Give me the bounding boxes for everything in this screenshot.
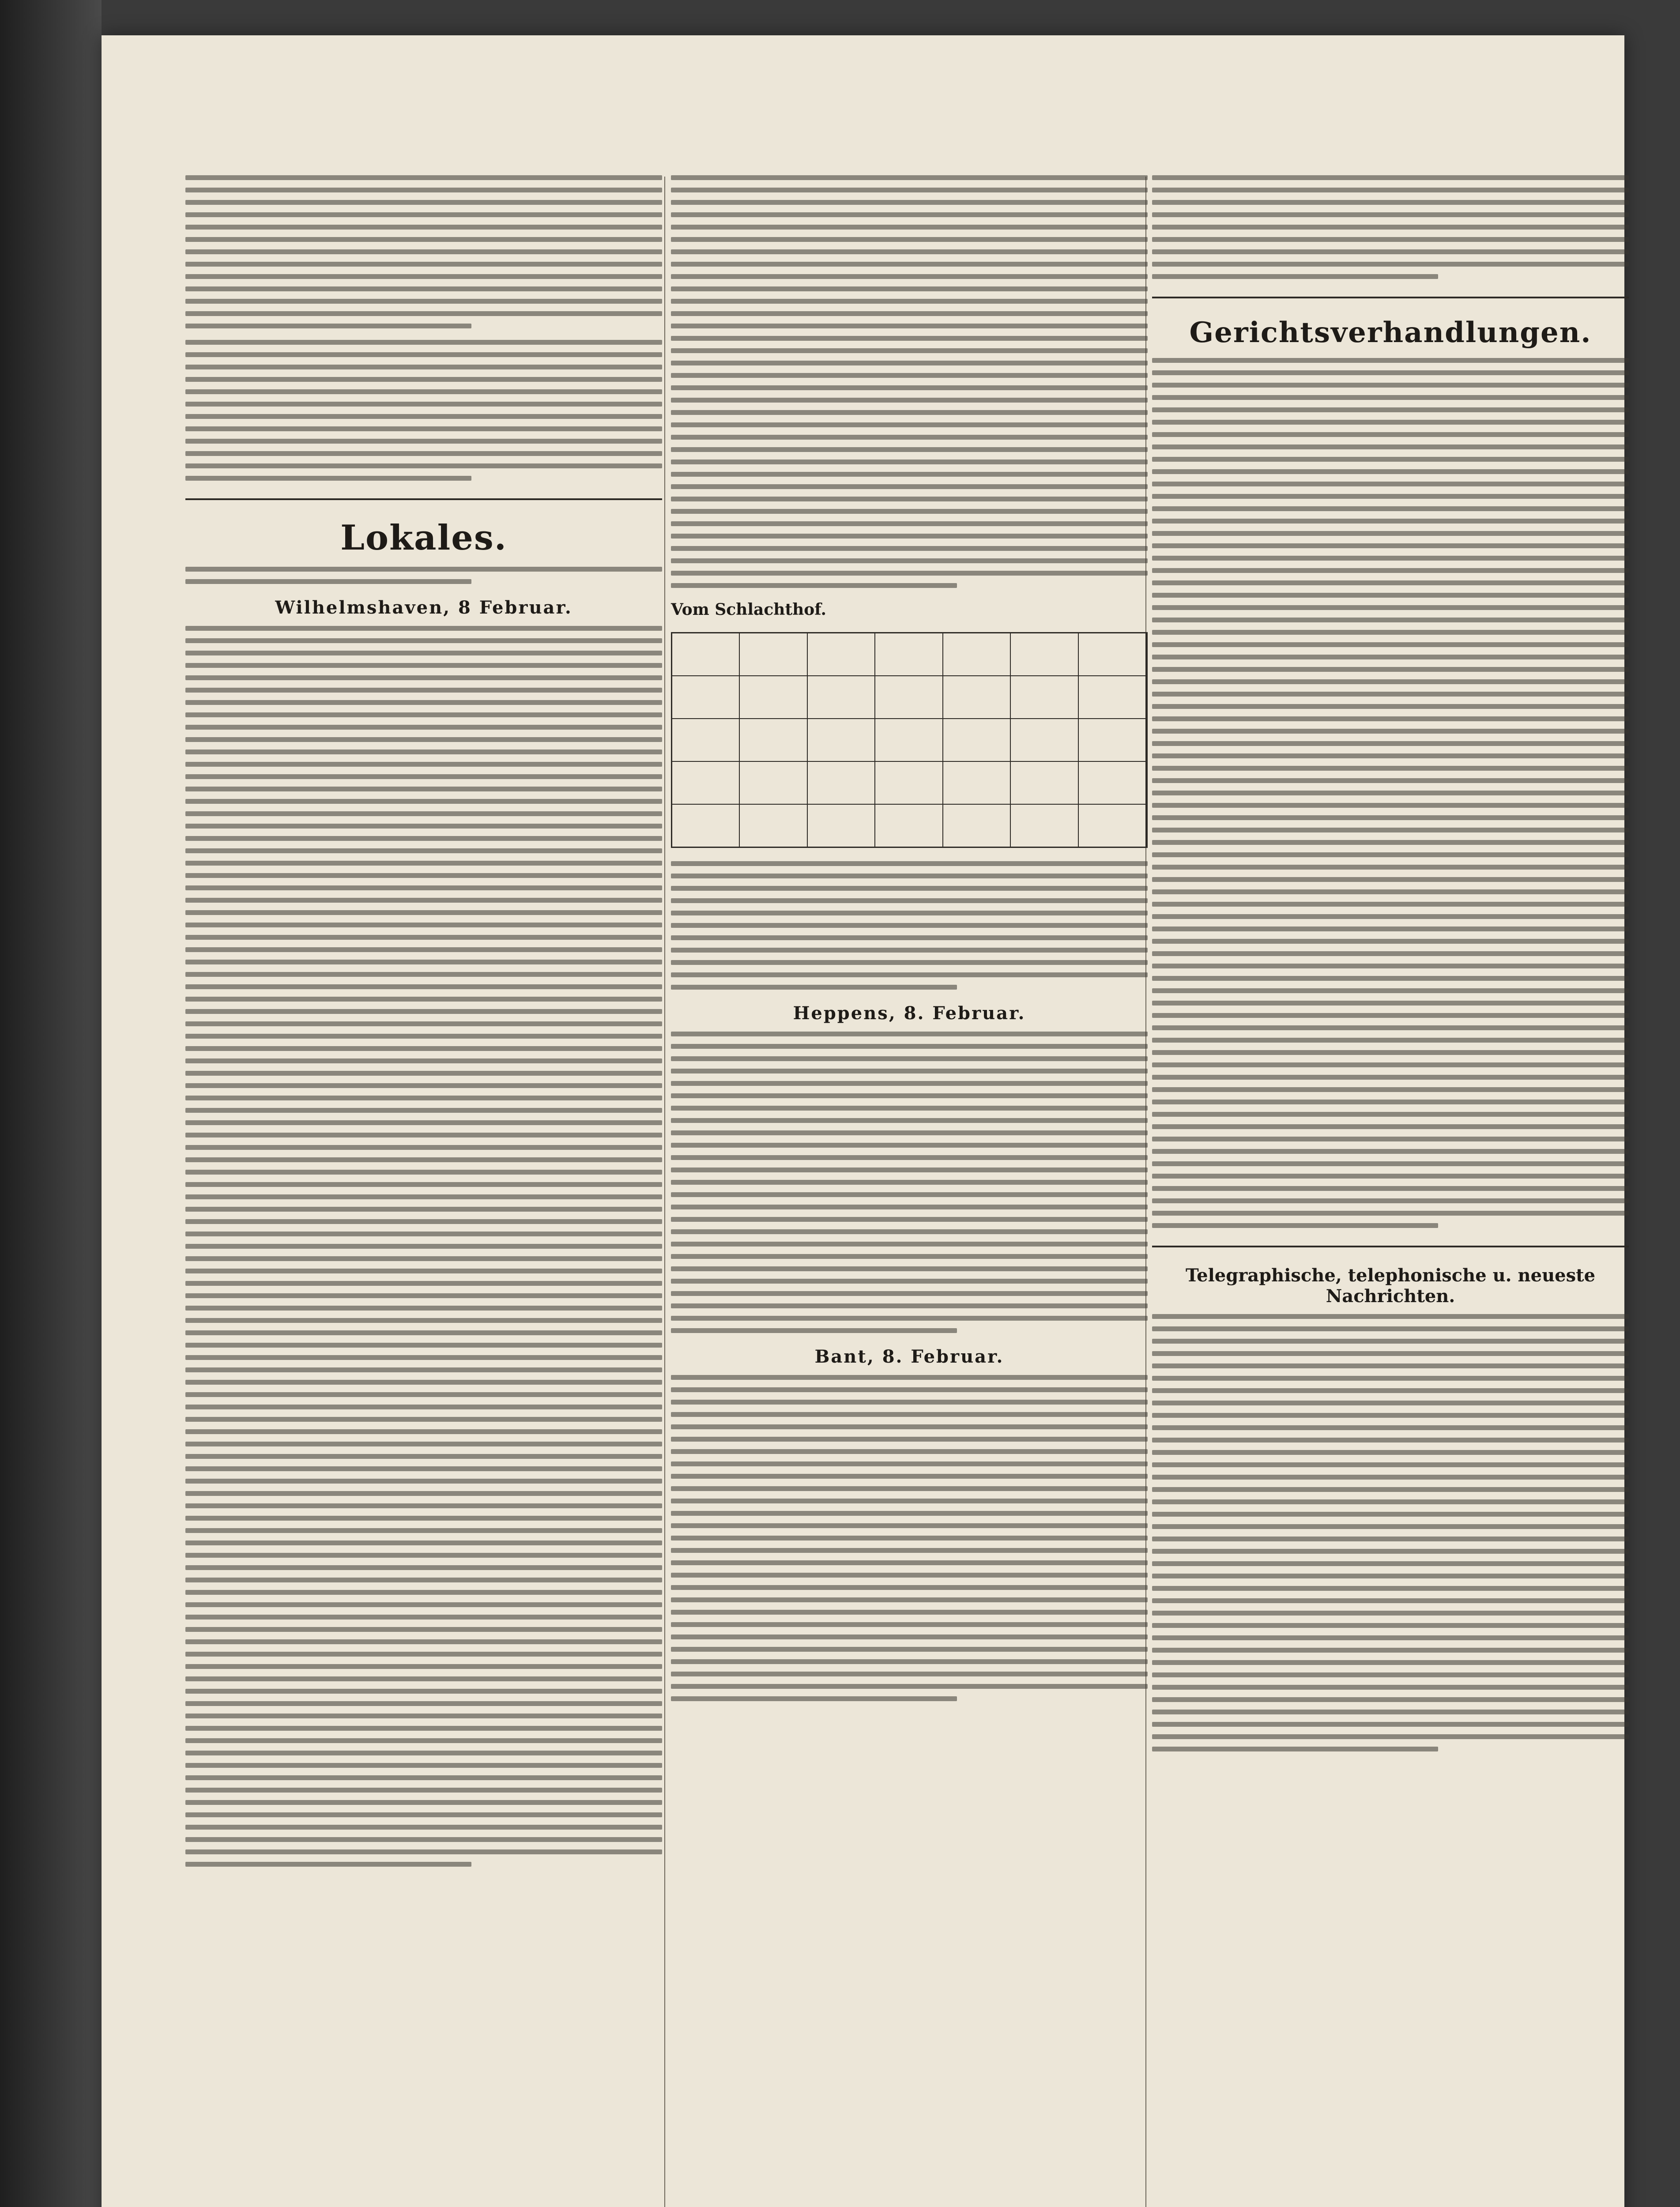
text-block	[1152, 358, 1629, 1228]
text-block	[671, 1375, 1148, 1701]
divider	[185, 498, 662, 500]
text-block	[185, 567, 662, 584]
newspaper-page	[102, 35, 1624, 2207]
column-middle	[671, 168, 1148, 1713]
column-right	[1152, 168, 1629, 1763]
dateline-heppens: Heppens, 8. Februar.	[793, 1003, 1026, 1024]
text-block	[671, 1032, 1148, 1333]
text-block	[671, 175, 1148, 588]
heading-schlachthof: Vom Schlachthof.	[671, 600, 827, 619]
text-block	[185, 175, 662, 328]
text-block	[185, 340, 662, 481]
text-block	[185, 626, 662, 1867]
text-block	[671, 861, 1148, 990]
text-block	[1152, 175, 1629, 279]
dateline-bant: Bant, 8. Februar.	[814, 1346, 1004, 1367]
scan-edge	[0, 0, 102, 2207]
slaughter-table	[671, 632, 1148, 848]
column-rule	[664, 177, 665, 2207]
dateline-wilhelmshaven: Wilhelmshaven, 8 Februar.	[275, 597, 573, 618]
section-heading-lokales: Lokales.	[340, 518, 507, 558]
divider	[1152, 1246, 1629, 1247]
text-block	[1152, 1314, 1629, 1751]
divider	[1152, 297, 1629, 298]
section-heading-telegraph: Telegraphische, telephonische u. neueste Nachrichten.	[1185, 1265, 1596, 1307]
column-left	[185, 168, 662, 1878]
section-heading-gerichtsverhandlungen: Gerichtsverhandlungen.	[1189, 316, 1592, 349]
